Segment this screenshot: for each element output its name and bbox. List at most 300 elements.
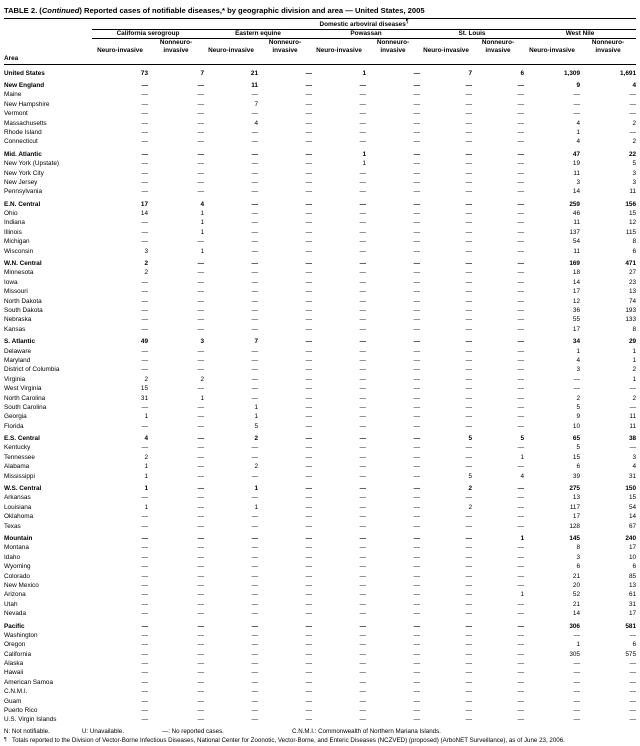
row-value: — <box>465 678 472 686</box>
row-value: — <box>197 669 204 677</box>
row-value: — <box>197 444 204 452</box>
row-value: — <box>573 707 580 715</box>
row-value: — <box>251 600 258 608</box>
row-value: 8 <box>632 238 637 246</box>
row-value: — <box>359 444 366 452</box>
table-row <box>4 306 636 315</box>
row-value: — <box>141 622 148 630</box>
row-value: — <box>465 297 472 305</box>
row-value: — <box>465 150 472 158</box>
row-value: — <box>305 563 312 571</box>
header-blank-cell-2 <box>4 30 92 39</box>
row-value: — <box>517 485 524 493</box>
row-value: — <box>251 453 258 461</box>
header-group-st-louis: St. Louis <box>420 30 524 39</box>
row-value: — <box>359 228 366 236</box>
row-value: — <box>197 150 204 158</box>
table-row <box>4 421 636 430</box>
row-value: 2 <box>144 375 148 383</box>
row-value: — <box>413 563 420 571</box>
row-value: — <box>413 650 420 658</box>
row-value: — <box>197 494 204 502</box>
row-value: 4 <box>254 119 258 127</box>
row-value: — <box>359 338 366 346</box>
row-value: 471 <box>625 260 637 268</box>
row-area-label: Delaware <box>4 347 31 355</box>
row-value: 5 <box>520 435 524 443</box>
row-value: — <box>573 716 580 724</box>
row-value: — <box>413 128 420 136</box>
row-value: — <box>517 325 524 333</box>
row-value: — <box>413 669 420 677</box>
row-value: — <box>573 91 580 99</box>
row-value: — <box>359 91 366 99</box>
row-area-label: Nevada <box>4 610 27 618</box>
row-area-label: Kentucky <box>4 444 31 452</box>
row-value: 14 <box>572 188 580 196</box>
row-value: — <box>251 697 258 705</box>
header-domestic-arboviral-label: Domestic arboviral diseases <box>319 21 406 29</box>
row-value: — <box>413 278 420 286</box>
table-row <box>4 481 636 493</box>
table-row <box>4 599 636 608</box>
row-value: 11 <box>629 422 637 430</box>
row-value: — <box>517 513 524 521</box>
row-value: — <box>251 347 258 355</box>
row-value: — <box>413 413 420 421</box>
row-value: — <box>359 707 366 715</box>
row-value: — <box>359 394 366 402</box>
table-row <box>4 187 636 196</box>
row-value: — <box>517 503 524 511</box>
row-value: — <box>251 169 258 177</box>
row-value: — <box>359 463 366 471</box>
row-value: — <box>465 572 472 580</box>
table-row <box>4 227 636 236</box>
row-value: 10 <box>572 422 580 430</box>
table-row <box>4 571 636 580</box>
row-value: — <box>413 307 420 314</box>
row-value: — <box>251 591 258 599</box>
row-value: — <box>359 435 366 443</box>
row-value: — <box>251 494 258 502</box>
row-value: 3 <box>576 178 580 186</box>
row-value: — <box>359 610 366 618</box>
row-value: — <box>517 697 524 705</box>
row-value: 4 <box>632 82 637 90</box>
row-value: 11 <box>629 188 637 196</box>
row-value: — <box>359 110 366 118</box>
row-value: — <box>517 716 524 724</box>
row-value: — <box>305 435 312 443</box>
row-value: — <box>141 534 148 542</box>
header-sub-neuro-4: Neuro-invasive <box>423 47 469 55</box>
row-value: — <box>413 600 420 608</box>
row-value: — <box>197 356 204 364</box>
row-value: 6 <box>632 563 637 571</box>
row-value: 85 <box>628 572 637 580</box>
row-value: 4 <box>520 472 524 480</box>
table-row <box>4 677 636 686</box>
footnote-line-2 <box>4 737 636 745</box>
row-value: — <box>305 278 312 286</box>
row-area-label: Kansas <box>4 325 26 333</box>
row-value: — <box>517 600 524 608</box>
row-value: — <box>413 178 420 186</box>
table-row <box>4 209 636 218</box>
row-value: — <box>251 444 258 452</box>
table-row <box>4 137 636 146</box>
row-value: — <box>197 610 204 618</box>
row-value: — <box>197 650 204 658</box>
row-value: — <box>359 513 366 521</box>
header-sub-nonneuro-3: Nonneuro-invasive <box>376 39 410 55</box>
row-area-label: S. Atlantic <box>4 338 36 346</box>
row-area-label: Pennsylvania <box>4 188 43 196</box>
row-value: — <box>197 110 204 118</box>
row-value: 115 <box>625 228 637 236</box>
row-value: — <box>517 403 524 411</box>
row-value: — <box>465 110 472 118</box>
row-value: 3 <box>576 366 580 374</box>
row-value: — <box>141 631 148 639</box>
row-value: 3 <box>576 553 580 561</box>
row-value: 23 <box>628 278 637 286</box>
row-value: — <box>413 591 420 599</box>
row-value: — <box>465 660 472 668</box>
row-value: — <box>465 307 472 314</box>
row-value: — <box>197 622 204 630</box>
table-row <box>4 218 636 227</box>
row-value: — <box>359 453 366 461</box>
row-value: 34 <box>572 338 580 346</box>
row-value: 7 <box>254 100 258 108</box>
row-value: — <box>141 91 148 99</box>
footnote-unavailable: U: Unavailable. <box>82 728 124 736</box>
row-value: 17 <box>572 325 580 333</box>
row-value: — <box>251 260 258 268</box>
table-row <box>4 590 636 599</box>
row-value: 15 <box>628 210 637 218</box>
row-value: — <box>517 688 524 696</box>
row-area-label: E.S. Central <box>4 435 40 443</box>
row-value: — <box>251 513 258 521</box>
row-area-label: Arkansas <box>4 494 31 502</box>
row-value: — <box>413 660 420 668</box>
table-row <box>4 649 636 658</box>
row-value: — <box>305 160 312 168</box>
row-value: — <box>413 356 420 364</box>
row-value: — <box>305 422 312 430</box>
row-value: — <box>141 522 148 530</box>
row-value: — <box>359 572 366 580</box>
row-value: — <box>359 697 366 705</box>
row-value: — <box>197 269 204 277</box>
row-value: — <box>465 169 472 177</box>
row-value: — <box>629 631 637 639</box>
row-value: 46 <box>572 210 580 218</box>
row-value: — <box>197 82 204 90</box>
row-value: 1 <box>362 69 366 77</box>
row-value: — <box>141 356 148 364</box>
row-value: — <box>197 485 204 493</box>
row-value: 259 <box>569 200 580 208</box>
row-value: — <box>359 688 366 696</box>
row-value: — <box>413 297 420 305</box>
table-row <box>4 609 636 618</box>
row-value: 17 <box>628 544 637 552</box>
table-row <box>4 384 636 393</box>
row-value: — <box>517 394 524 402</box>
row-value: — <box>465 238 472 246</box>
table-row <box>4 78 636 90</box>
row-value: — <box>413 403 420 411</box>
row-area-label: Oregon <box>4 641 26 649</box>
row-value: — <box>359 178 366 186</box>
row-value: 22 <box>628 150 637 158</box>
row-value: — <box>517 422 524 430</box>
row-value: 1 <box>144 503 148 511</box>
row-value: 6 <box>520 69 524 77</box>
row-value: 61 <box>628 591 637 599</box>
table-row <box>4 531 636 543</box>
row-value: 1 <box>200 219 204 227</box>
row-value: — <box>413 160 420 168</box>
row-value: — <box>197 422 204 430</box>
row-area-label: Mid. Atlantic <box>4 150 42 158</box>
row-value: — <box>629 100 637 108</box>
row-value: — <box>413 169 420 177</box>
row-value: — <box>359 641 366 649</box>
row-value: 15 <box>572 453 580 461</box>
row-value: — <box>251 522 258 530</box>
row-value: — <box>141 591 148 599</box>
row-value: 2 <box>200 375 204 383</box>
row-value: 4 <box>632 463 637 471</box>
row-value: 5 <box>632 160 637 168</box>
row-area-label: North Carolina <box>4 394 46 402</box>
row-value: 7 <box>200 69 204 77</box>
row-value: — <box>413 188 420 196</box>
table-row <box>4 706 636 715</box>
footnote-line-1 <box>4 728 636 736</box>
row-value: — <box>197 716 204 724</box>
row-value: — <box>517 238 524 246</box>
row-value: 1 <box>520 591 524 599</box>
row-value: — <box>465 522 472 530</box>
table-row <box>4 90 636 99</box>
row-value: — <box>305 622 312 630</box>
footnote-no-reported-cases: —: No reported cases. <box>162 728 224 736</box>
row-value: — <box>465 82 472 90</box>
row-value: — <box>197 631 204 639</box>
row-value: 8 <box>632 325 637 333</box>
row-value: — <box>251 307 258 314</box>
row-value: 6 <box>576 463 580 471</box>
table-row <box>4 65 636 78</box>
row-value: — <box>359 188 366 196</box>
row-value: — <box>197 385 204 393</box>
row-value: — <box>141 403 148 411</box>
table-row <box>4 443 636 452</box>
row-value: 14 <box>572 278 580 286</box>
row-value: 2 <box>576 394 580 402</box>
row-area-label: Vermont <box>4 110 28 118</box>
title-prefix: TABLE 2. ( <box>4 6 42 15</box>
table-row <box>4 159 636 168</box>
row-area-label: Florida <box>4 422 24 430</box>
row-value: — <box>359 356 366 364</box>
row-value: — <box>197 188 204 196</box>
row-value: — <box>141 553 148 561</box>
row-value: — <box>517 91 524 99</box>
row-value: — <box>305 128 312 136</box>
row-value: 1 <box>254 503 258 511</box>
row-value: — <box>197 325 204 333</box>
row-value: — <box>197 413 204 421</box>
row-area-label: United States <box>4 69 45 77</box>
row-value: — <box>141 716 148 724</box>
row-value: — <box>197 403 204 411</box>
table-row <box>4 562 636 571</box>
row-value: — <box>465 247 472 255</box>
row-value: — <box>305 485 312 493</box>
row-value: — <box>465 553 472 561</box>
row-value: — <box>251 188 258 196</box>
row-value: — <box>305 100 312 108</box>
row-value: — <box>305 631 312 639</box>
table-row <box>4 543 636 552</box>
row-value: — <box>629 385 637 393</box>
table-row <box>4 324 636 333</box>
row-value: — <box>359 260 366 268</box>
row-value: — <box>251 219 258 227</box>
row-value: — <box>305 375 312 383</box>
row-value: — <box>465 422 472 430</box>
row-value: — <box>517 610 524 618</box>
row-value: 6 <box>576 563 580 571</box>
row-value: — <box>413 444 420 452</box>
table-row <box>4 618 636 630</box>
row-value: — <box>141 278 148 286</box>
row-value: 49 <box>140 338 148 346</box>
row-value: — <box>197 307 204 314</box>
row-area-label: Georgia <box>4 413 27 421</box>
row-value: 12 <box>572 297 580 305</box>
row-value: — <box>141 650 148 658</box>
row-value: 5 <box>468 435 472 443</box>
table-row <box>4 346 636 355</box>
table-row <box>4 502 636 511</box>
row-value: 1 <box>576 641 580 649</box>
row-area-label: Minnesota <box>4 269 34 277</box>
row-value: — <box>251 128 258 136</box>
row-value: — <box>359 544 366 552</box>
row-value: 117 <box>569 503 580 511</box>
row-area-label: Mountain <box>4 534 33 542</box>
row-value: — <box>413 453 420 461</box>
header-superrow <box>4 19 636 30</box>
row-value: — <box>305 716 312 724</box>
row-value: — <box>305 534 312 542</box>
row-value: 74 <box>628 297 637 305</box>
row-value: — <box>359 581 366 589</box>
row-value: — <box>413 435 420 443</box>
row-value: — <box>197 100 204 108</box>
row-value: — <box>197 600 204 608</box>
row-area-label: West Virginia <box>4 385 42 393</box>
row-value: — <box>465 100 472 108</box>
row-value: — <box>465 631 472 639</box>
title-suffix: ) Reported cases of notifiable diseases,* by geographic division and area — United States, 2005 <box>79 6 425 15</box>
row-value: 55 <box>572 316 580 324</box>
row-value: — <box>251 688 258 696</box>
row-value: — <box>517 82 524 90</box>
row-value: — <box>305 394 312 402</box>
table-row <box>4 715 636 724</box>
row-value: — <box>359 210 366 218</box>
row-value: — <box>251 325 258 333</box>
row-value: — <box>359 494 366 502</box>
row-value: — <box>197 463 204 471</box>
row-value: — <box>517 228 524 236</box>
footnote-cnmi: C.N.M.I.: Commonwealth of Northern Mariana Islands. <box>292 728 441 736</box>
row-value: — <box>573 660 580 668</box>
row-area-label: Rhode Island <box>4 128 42 136</box>
row-value: — <box>413 110 420 118</box>
row-value: — <box>141 610 148 618</box>
table-row <box>4 431 636 443</box>
header-sub-neuro-5: Neuro-invasive <box>529 47 575 55</box>
row-value: 1 <box>254 403 258 411</box>
row-area-label: Connecticut <box>4 138 38 146</box>
row-area-label: Alabama <box>4 463 30 471</box>
row-value: 3 <box>200 338 204 346</box>
row-value: 1 <box>200 247 204 255</box>
row-value: 1 <box>200 228 204 236</box>
row-value: — <box>251 228 258 236</box>
row-value: — <box>413 494 420 502</box>
row-value: — <box>141 100 148 108</box>
table-row <box>4 168 636 177</box>
row-value: — <box>413 678 420 686</box>
table-row <box>4 512 636 521</box>
row-value: — <box>413 503 420 511</box>
row-value: — <box>305 544 312 552</box>
header-group-west-nile: West Nile <box>524 30 636 39</box>
header-rule-fill <box>92 55 636 65</box>
row-value: — <box>573 375 580 383</box>
row-value: 150 <box>625 485 637 493</box>
row-value: — <box>359 128 366 136</box>
row-value: 4 <box>576 119 580 127</box>
row-value: — <box>413 394 420 402</box>
row-value: 306 <box>569 622 580 630</box>
row-value: — <box>251 716 258 724</box>
table-row <box>4 631 636 640</box>
row-value: 38 <box>628 435 637 443</box>
row-value: — <box>629 403 637 411</box>
row-value: — <box>465 210 472 218</box>
row-value: 1 <box>144 413 148 421</box>
row-value: — <box>305 385 312 393</box>
row-value: 3 <box>632 453 637 461</box>
row-value: — <box>305 513 312 521</box>
row-value: — <box>141 600 148 608</box>
row-value: — <box>629 669 637 677</box>
row-value: — <box>517 563 524 571</box>
row-value: — <box>197 572 204 580</box>
